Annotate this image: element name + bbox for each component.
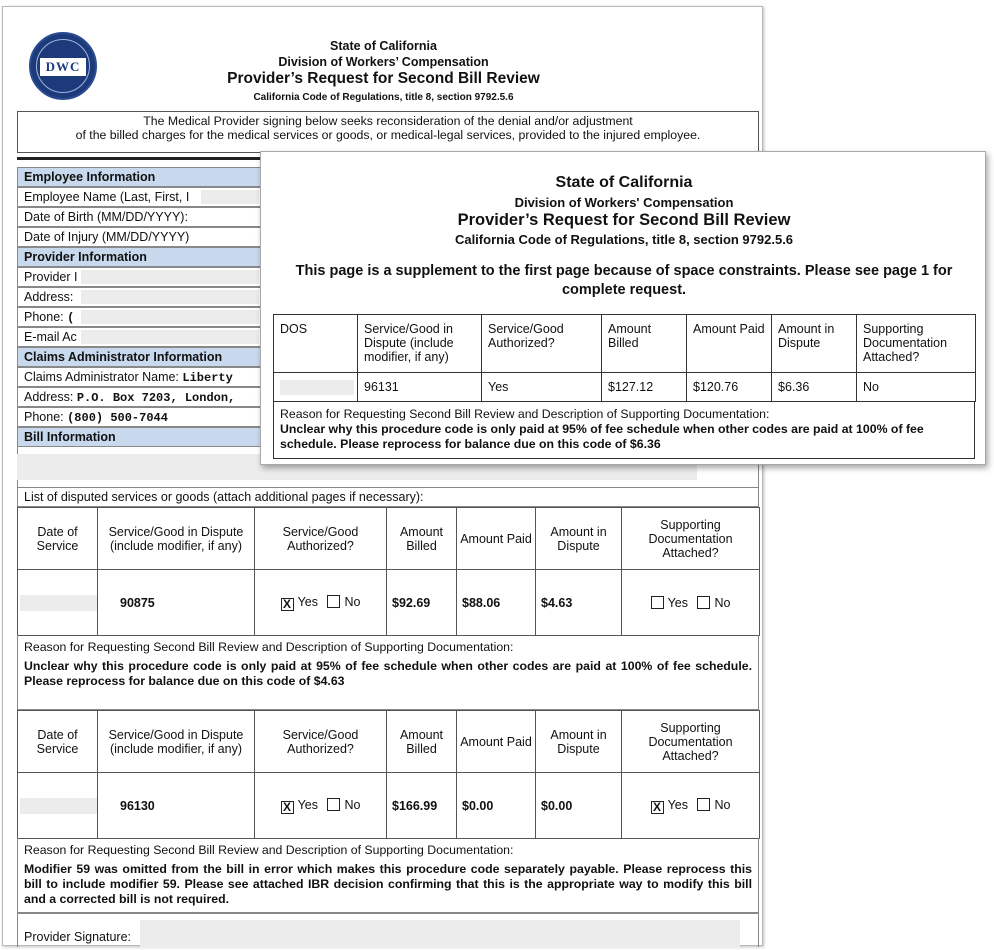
authorized-no-checkbox[interactable] xyxy=(327,595,340,608)
intro-line-2: of the billed charges for the medical services or goods, or medical-legal services, provided to the injured employee. xyxy=(75,128,701,142)
service-code: 90875 xyxy=(98,570,255,636)
col-authorized: Service/Good Authorized? xyxy=(482,315,602,373)
col-service: Service/Good in Dispute (include modifier, if any) xyxy=(98,711,255,773)
supplement-table xyxy=(273,314,976,402)
authorized-yes-checkbox[interactable]: X xyxy=(281,598,294,611)
amount-dispute: $4.63 xyxy=(536,570,622,636)
regulation-code: California Code of Regulations, title 8, section 9792.5.6 xyxy=(253,92,514,103)
provider-phone-label: Phone: xyxy=(24,310,64,324)
col-date-of-service: Date of Service xyxy=(18,508,98,570)
table-header-row xyxy=(18,508,760,570)
redacted-field xyxy=(201,190,259,204)
docs-cell xyxy=(622,570,760,636)
service-code: 96131 xyxy=(358,373,482,402)
provider-name-label: Provider I xyxy=(17,267,267,287)
col-dispute: Amount in Dispute xyxy=(772,315,857,373)
col-dos: DOS xyxy=(274,315,358,373)
checkbox-yes-label: Yes xyxy=(297,797,318,812)
claims-section-header: Claims Administrator Information xyxy=(17,347,267,367)
date-cell xyxy=(18,570,98,636)
supplement-division: Division of Workers' Compensation xyxy=(514,195,734,210)
checkbox-yes-label: Yes xyxy=(297,594,318,609)
authorized-cell xyxy=(255,570,387,636)
reason-text: Unclear why this procedure code is only paid at 95% of fee schedule when other codes are paid at 100% of fee schedule. Please reprocess for balance due on this code of $4.63 xyxy=(24,659,752,688)
col-docs: Supporting Documentation Attached? xyxy=(622,508,760,570)
col-docs: Supporting Documentation Attached? xyxy=(857,315,976,373)
checkbox-no-label: No xyxy=(344,797,361,812)
col-date-of-service: Date of Service xyxy=(18,711,98,773)
authorized-cell xyxy=(255,773,387,839)
col-service: Service/Good in Dispute (include modifier, if any) xyxy=(98,508,255,570)
table-row xyxy=(18,773,760,839)
table-row xyxy=(18,570,760,636)
redacted-field xyxy=(81,330,259,344)
amount-paid: $0.00 xyxy=(457,773,536,839)
provider-section-header: Provider Information xyxy=(17,247,267,267)
docs-no-checkbox[interactable] xyxy=(697,596,710,609)
provider-email-label: E-mail Ac xyxy=(17,327,267,347)
employee-section-header: Employee Information xyxy=(17,167,267,187)
col-dispute: Amount in Dispute xyxy=(536,508,622,570)
authorized-value: Yes xyxy=(482,373,602,402)
docs-value: No xyxy=(857,373,976,402)
checkbox-no-label: No xyxy=(714,595,731,610)
reason-text: Unclear why this procedure code is only paid at 95% of fee schedule when other codes are paid at 100% of fee schedule. Please reprocess for balance due on this code of $6.36 xyxy=(280,422,924,451)
reason-label: Reason for Requesting Second Bill Review and Description of Supporting Documentation: xyxy=(24,640,514,654)
provider-address-label: Address: xyxy=(17,287,267,307)
docs-yes-checkbox[interactable] xyxy=(651,596,664,609)
amount-billed: $127.12 xyxy=(602,373,687,402)
redacted-field xyxy=(81,310,259,324)
amount-billed: $92.69 xyxy=(387,570,457,636)
doi-label: Date of Injury (MM/DD/YYYY) xyxy=(17,227,267,247)
reason-block-1 xyxy=(17,635,759,710)
col-dispute: Amount in Dispute xyxy=(536,711,622,773)
date-cell xyxy=(18,773,98,839)
claims-phone-label: Phone: xyxy=(24,410,64,424)
docs-no-checkbox[interactable] xyxy=(697,798,710,811)
claims-address-row xyxy=(17,387,267,407)
employee-name-label: Employee Name (Last, First, I xyxy=(17,187,267,207)
col-paid: Amount Paid xyxy=(457,508,536,570)
claims-name-row xyxy=(17,367,267,387)
service-table-1 xyxy=(17,507,760,636)
claims-name-label: Claims Administrator Name: xyxy=(24,370,179,384)
disputed-list-label: List of disputed services or goods (attach additional pages if necessary): xyxy=(17,487,759,507)
col-docs: Supporting Documentation Attached? xyxy=(622,711,760,773)
reason-block-2 xyxy=(17,838,759,913)
supplement-reason-block xyxy=(273,401,975,459)
col-billed: Amount Billed xyxy=(602,315,687,373)
col-paid: Amount Paid xyxy=(687,315,772,373)
supplement-regulation-code: California Code of Regulations, title 8, section 9792.5.6 xyxy=(454,232,794,247)
service-table-2 xyxy=(17,710,760,839)
col-billed: Amount Billed xyxy=(387,711,457,773)
claims-name-value: Liberty xyxy=(182,371,233,385)
amount-billed: $166.99 xyxy=(387,773,457,839)
signature-field[interactable] xyxy=(140,920,740,948)
checkbox-no-label: No xyxy=(344,594,361,609)
dos-cell xyxy=(274,373,358,402)
table-header-row xyxy=(18,711,760,773)
col-authorized: Service/Good Authorized? xyxy=(255,711,387,773)
intro-statement xyxy=(17,111,759,153)
authorized-no-checkbox[interactable] xyxy=(327,798,340,811)
amount-dispute: $0.00 xyxy=(536,773,622,839)
bill-section-header: Bill Information xyxy=(17,427,267,447)
amount-paid: $88.06 xyxy=(457,570,536,636)
reason-label: Reason for Requesting Second Bill Review and Description of Supporting Documentation: xyxy=(24,843,514,857)
checkbox-yes-label: Yes xyxy=(667,797,688,812)
redacted-field xyxy=(81,270,259,284)
col-paid: Amount Paid xyxy=(457,711,536,773)
table-header-row xyxy=(274,315,976,373)
claims-phone-value: (800) 500-7044 xyxy=(67,411,168,425)
supplement-note: This page is a supplement to the first page because of space constraints. Please see page 1 for complete request. xyxy=(295,263,953,298)
signature-row xyxy=(17,913,759,947)
service-code: 96130 xyxy=(98,773,255,839)
claims-address-label: Address: xyxy=(24,390,74,404)
reason-text: Modifier 59 was omitted from the bill in error which makes this procedure code separately payable. Please reprocess this bill to include modifier 59. Please see attached IBR decision confirming that this is the appropriate way to modify this bill and a corrected bill is not required. xyxy=(24,862,752,906)
claims-address-value: P.O. Box 7203, London, xyxy=(76,391,236,405)
amount-dispute: $6.36 xyxy=(772,373,857,402)
redacted-field xyxy=(81,290,259,304)
reason-label: Reason for Requesting Second Bill Review and Description of Supporting Documentation: xyxy=(280,407,770,421)
amount-paid: $120.76 xyxy=(687,373,772,402)
checkbox-yes-label: Yes xyxy=(667,595,688,610)
header-division: Division of Workers’ Compensation xyxy=(278,55,489,69)
col-billed: Amount Billed xyxy=(387,508,457,570)
supplement-title: Provider’s Request for Second Bill Review xyxy=(457,211,791,229)
form-title: Provider’s Request for Second Bill Review xyxy=(227,70,540,87)
claims-phone-row xyxy=(17,407,267,427)
supplement-state: State of California xyxy=(555,174,693,191)
authorized-yes-checkbox[interactable]: X xyxy=(281,801,294,814)
col-authorized: Service/Good Authorized? xyxy=(255,508,387,570)
header-state: State of California xyxy=(330,39,437,53)
dwc-logo-text: DWC xyxy=(40,58,86,76)
docs-yes-checkbox[interactable]: X xyxy=(651,801,664,814)
provider-phone-value: ( xyxy=(67,311,75,325)
col-service: Service/Good in Dispute (include modifier, if any) xyxy=(358,315,482,373)
signature-label: Provider Signature: xyxy=(24,930,132,944)
intro-line-1: The Medical Provider signing below seeks reconsideration of the denial and/or adjustment xyxy=(143,114,633,128)
form-page-1 xyxy=(2,6,763,946)
docs-cell xyxy=(622,773,760,839)
dob-label: Date of Birth (MM/DD/YYYY): xyxy=(17,207,267,227)
checkbox-no-label: No xyxy=(714,797,731,812)
table-row xyxy=(274,373,976,402)
supplement-page xyxy=(260,151,986,465)
